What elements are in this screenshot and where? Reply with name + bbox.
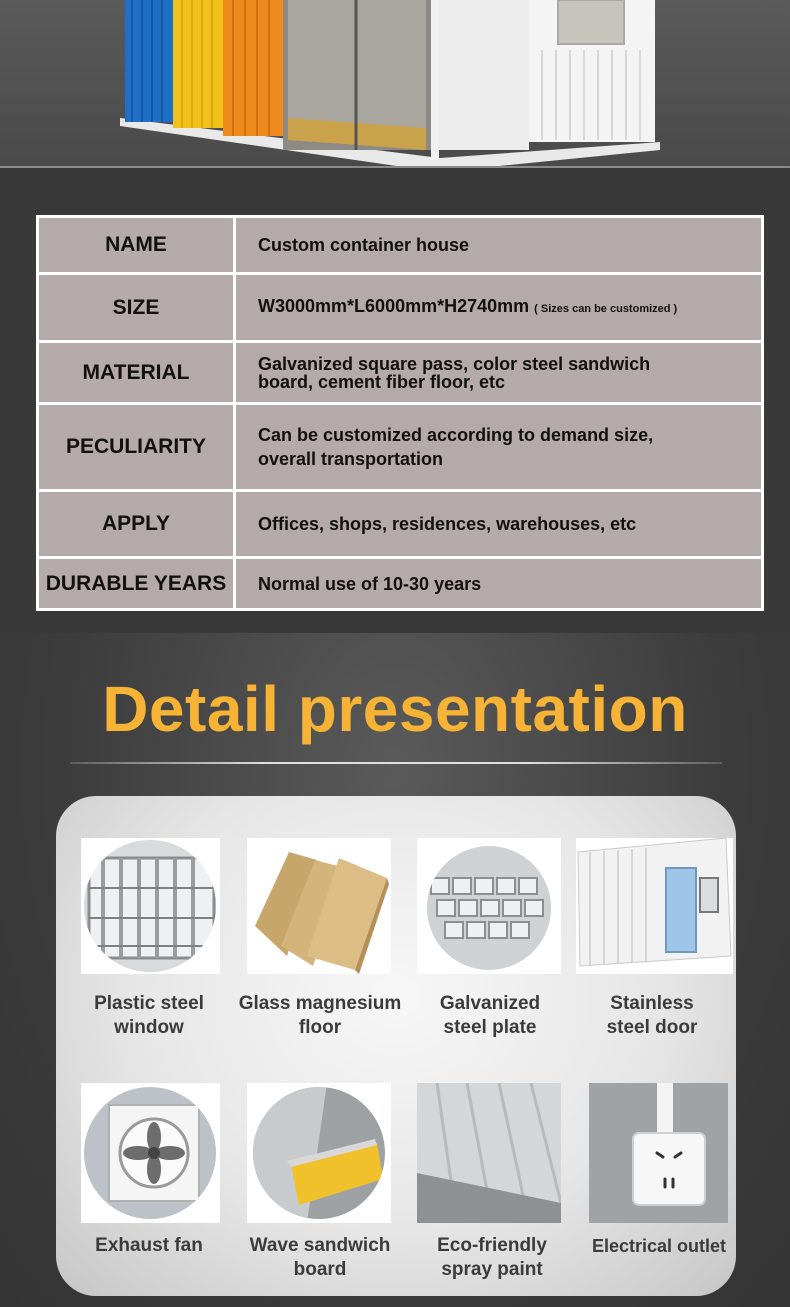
spec-value: [235, 404, 763, 491]
detail-image-sandwich-board: [247, 1083, 391, 1223]
sandwich-board-icon: [247, 1083, 391, 1223]
label-line: steel plate: [443, 1017, 537, 1038]
spec-key: SIZE: [38, 274, 235, 342]
floor-board-icon: [247, 838, 391, 974]
detail-image-outlet: [589, 1083, 728, 1223]
label-line: Glass magnesium: [238, 993, 402, 1014]
detail-image-window: [81, 838, 220, 974]
spec-row-apply: [38, 491, 763, 558]
detail-label: [410, 992, 570, 1040]
spec-key: NAME: [38, 217, 235, 274]
container-house-image: [120, 0, 660, 168]
label-line: board: [293, 1259, 347, 1280]
label-line: floor: [298, 1017, 342, 1038]
container-door-icon: [576, 838, 733, 974]
spec-value-line: overall transportation: [258, 449, 444, 469]
detail-label: [410, 1234, 574, 1282]
spec-value-line: Galvanized square pass, color steel sandwich: [258, 353, 651, 374]
section-title: Detail presentation: [102, 673, 688, 745]
detail-image-steel-plate: [417, 838, 561, 974]
detail-label: [580, 1234, 738, 1258]
outlet-icon: [589, 1083, 728, 1223]
painted-panel-icon: [417, 1083, 561, 1223]
label-line: Galvanized: [439, 993, 541, 1014]
detail-label: [572, 992, 732, 1040]
label-line: window: [114, 1017, 184, 1038]
label-line: Wave sandwich: [249, 1235, 391, 1256]
spec-key: MATERIAL: [38, 342, 235, 404]
label-line: Eco-friendly: [437, 1235, 547, 1256]
label-line: Electrical outlet: [591, 1236, 727, 1256]
spec-row-size: [38, 274, 763, 342]
detail-label: [76, 992, 222, 1040]
spec-key: DURABLE YEARS: [38, 558, 235, 610]
spec-value: Custom container house: [235, 217, 763, 274]
label-line: spray paint: [441, 1259, 543, 1280]
detail-label: [232, 1234, 408, 1282]
spec-value-note: ( Sizes can be customized ): [534, 303, 678, 315]
detail-image-steel-door: [576, 838, 733, 974]
detail-label: [76, 1234, 222, 1258]
detail-image-spray-paint: [417, 1083, 561, 1223]
spec-value: Offices, shops, residences, warehouses, etc: [235, 491, 763, 558]
label-line: Stainless: [610, 993, 694, 1014]
label-line: steel door: [606, 1017, 698, 1038]
spec-row-peculiarity: [38, 404, 763, 491]
fan-icon: [81, 1083, 220, 1223]
hero-image-area: [0, 0, 790, 168]
spec-value: [235, 342, 763, 404]
spec-key: APPLY: [38, 491, 235, 558]
steel-tube-icon: [417, 838, 561, 974]
window-icon: [81, 838, 220, 974]
spec-value-text: W3000mm*L6000mm*H2740mm: [258, 296, 530, 316]
spec-value: [235, 274, 763, 342]
title-underline: [70, 762, 722, 764]
spec-row-durable-years: [38, 558, 763, 610]
spec-value-line: Can be customized according to demand size,: [258, 425, 654, 445]
label-line: Plastic steel: [94, 993, 204, 1014]
spec-table: [36, 215, 764, 611]
spec-row-name: [38, 217, 763, 274]
detail-image-floor: [247, 838, 391, 974]
detail-image-exhaust-fan: [81, 1083, 220, 1223]
spec-row-material: [38, 342, 763, 404]
label-line: Exhaust fan: [95, 1235, 203, 1256]
spec-value-line: board, cement fiber floor, etc: [258, 371, 506, 392]
spec-value: Normal use of 10-30 years: [235, 558, 763, 610]
detail-label: [232, 992, 408, 1040]
spec-key: PECULIARITY: [38, 404, 235, 491]
